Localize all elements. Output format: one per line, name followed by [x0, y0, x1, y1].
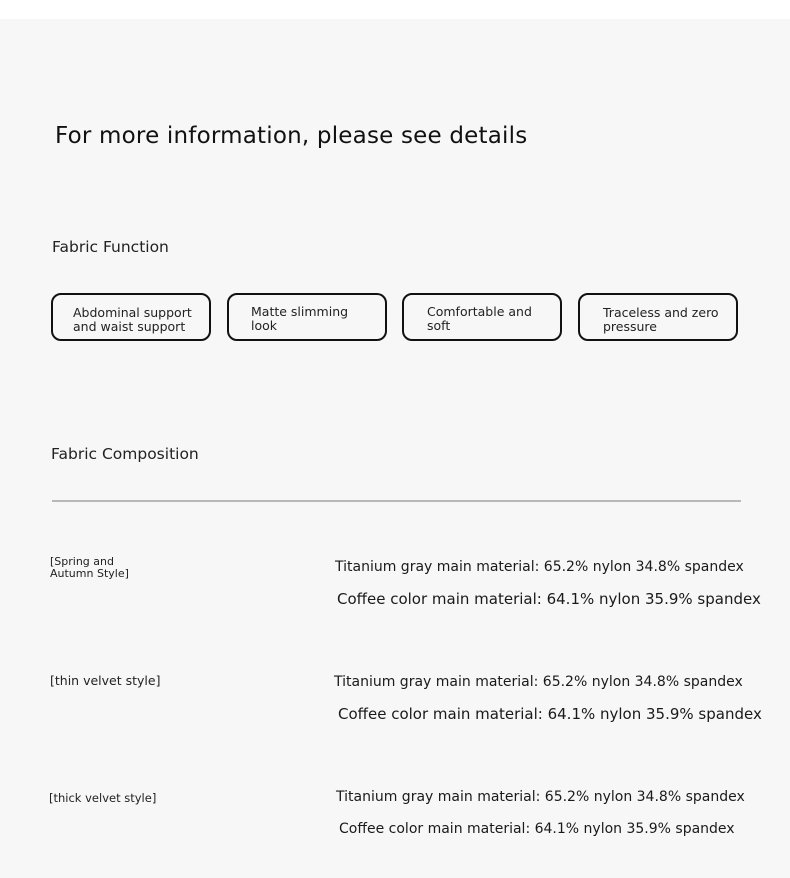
fabric-function-chip-matte-slimming: [227, 293, 387, 341]
fabric-function-chip-comfortable-soft: [402, 293, 562, 341]
coffee-color-composition: Coffee color main material: 64.1% nylon 35.9% spandex: [337, 590, 761, 608]
style-label-thick-velvet: [thick velvet style]: [49, 791, 157, 805]
coffee-color-composition: Coffee color main material: 64.1% nylon 35.9% spandex: [339, 821, 735, 837]
fabric-function-chip-traceless: [578, 293, 738, 341]
composition-divider: [52, 500, 741, 502]
fabric-function-title: Fabric Function: [52, 238, 169, 256]
chip-label: Abdominal support and waist support: [73, 305, 192, 334]
titanium-gray-composition: Titanium gray main material: 65.2% nylon 34.8% spandex: [336, 789, 745, 805]
chip-label: Comfortable and soft: [427, 304, 532, 333]
coffee-color-composition: Coffee color main material: 64.1% nylon 35.9% spandex: [338, 705, 762, 723]
titanium-gray-composition: Titanium gray main material: 65.2% nylon 34.8% spandex: [334, 674, 743, 690]
page-headline: For more information, please see details: [55, 123, 528, 149]
style-label-thin-velvet: [thin velvet style]: [50, 673, 161, 688]
style-label-spring-autumn: [Spring and Autumn Style]: [50, 555, 129, 580]
chip-label: Matte slimming look: [251, 304, 349, 333]
titanium-gray-composition: Titanium gray main material: 65.2% nylon 34.8% spandex: [335, 559, 744, 575]
chip-label: Traceless and zero pressure: [603, 305, 719, 334]
fabric-composition-title: Fabric Composition: [51, 445, 199, 463]
product-detail-panel: [0, 19, 790, 878]
fabric-function-chip-abdominal-support: [51, 293, 211, 341]
